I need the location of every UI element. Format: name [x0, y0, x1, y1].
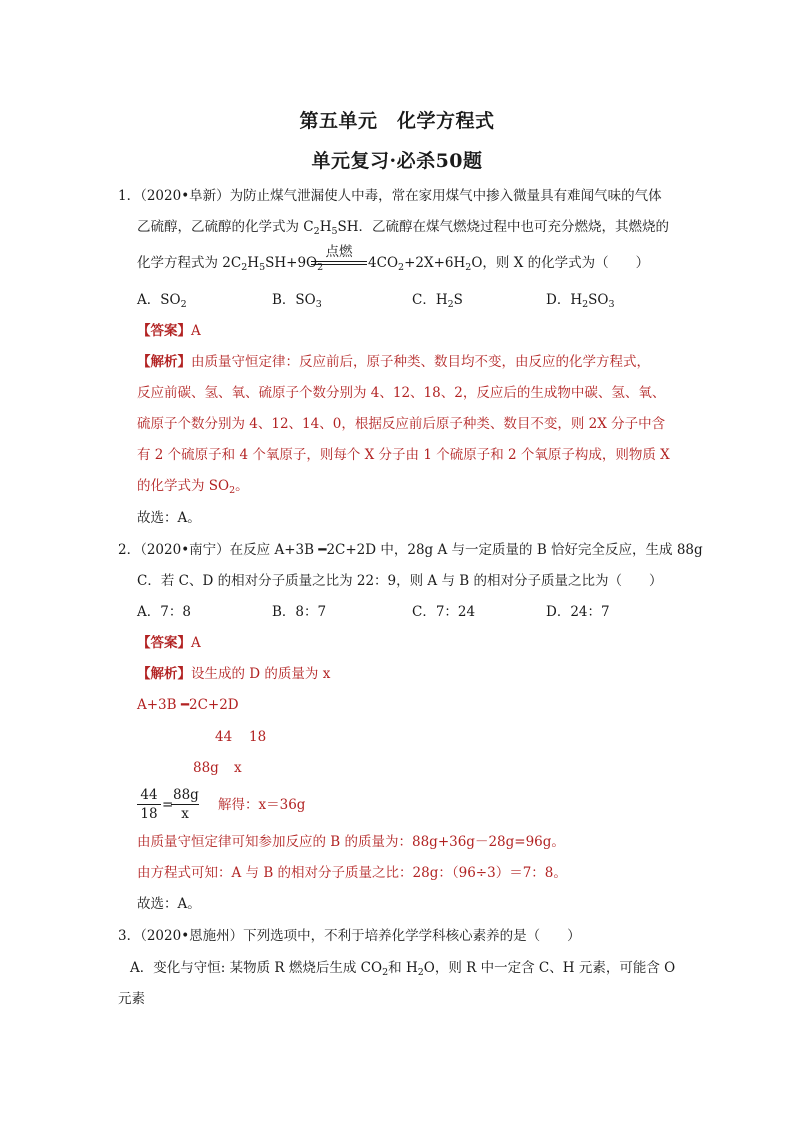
- q2-stem-line1: 2．（2020•南宁）在反应 A+3B ━2C+2D 中，28g A 与一定质量的 B 恰好完全反应，生成 88g: [118, 542, 703, 558]
- q2-option-c: C．7：24: [412, 604, 476, 620]
- answer-label: 【答案】: [137, 323, 191, 339]
- q2-analysis-line1: [137, 664, 330, 684]
- q1-choose: 故选：A。: [137, 510, 201, 526]
- q2-ratio-ab: 由方程式可知：A 与 B 的相对分子质量之比：28g：（96÷3）＝7：8。: [137, 865, 567, 881]
- q1-analysis-line1: [137, 352, 650, 372]
- q2-mass-value-d: x: [234, 760, 242, 776]
- page-title: 第五单元 化学方程式: [299, 110, 495, 132]
- q2-fraction-left: [137, 786, 161, 823]
- q3-option-a-line2: 元素: [118, 991, 145, 1007]
- q2-ratio-value-d: 18: [249, 729, 267, 745]
- q1-answer: [137, 321, 201, 341]
- q1-stem-line1: 1．（2020•阜新）为防止煤气泄漏使人中毒，常在家用煤气中掺入微量具有难闻气味的气体: [118, 188, 662, 204]
- analysis-label: 【解析】: [137, 354, 191, 370]
- answer-label: 【答案】: [137, 635, 191, 651]
- analysis-text: 由质量守恒定律：反应前后，原子种类、数目均不变，由反应的化学方程式，: [191, 354, 650, 370]
- q2-option-a: A．7：8: [137, 604, 191, 620]
- q1-stem-line3a: 化学方程式为 $2C_2H_5SH+9O_2$: [137, 255, 324, 273]
- q2-option-d: D．24：7: [546, 604, 610, 620]
- q3-stem-line1: 3．（2020•恩施州）下列选项中，不利于培养化学学科核心素养的是（ ）: [118, 928, 581, 944]
- q1-stem-line2: 乙硫醇，乙硫醇的化学式为 $C_2H_5SH$．乙硫醇在煤气燃烧过程中也可充分燃烧，其燃烧的: [137, 219, 670, 237]
- fraction-numerator: 44: [137, 786, 161, 805]
- q2-choose: 故选：A。: [137, 896, 201, 912]
- q1-option-c: C．$H_2S$: [412, 292, 463, 310]
- q1-analysis-line2: 反应前碳、氢、氧、硫原子个数分别为 4、12、18、2，反应后的生成物中碳、氢、氧、: [137, 385, 666, 401]
- fraction-numerator: 88g: [173, 787, 199, 803]
- equals-bar: [311, 261, 367, 265]
- q2-fraction-equals: =: [162, 797, 174, 813]
- q2-equation: A+3B ━2C+2D: [137, 697, 239, 713]
- q1-analysis-line5: 的化学式为 $SO_2$。: [137, 478, 249, 496]
- q2-mass-b: 由质量守恒定律可知参加反应的 B 的质量为：88g+36g－28g=96g。: [137, 834, 565, 850]
- q2-ratio-value-c: 44: [215, 729, 233, 745]
- analysis-label: 【解析】: [137, 666, 191, 682]
- page-subtitle: 单元复习·必杀50题: [311, 150, 483, 172]
- q1-option-d: D．$H_2SO_3$: [546, 292, 615, 310]
- q1-option-b: B．$SO_3$: [272, 292, 322, 310]
- q2-option-b: B．8：7: [272, 604, 327, 620]
- q2-answer: [137, 633, 201, 653]
- answer-value: A: [191, 323, 201, 339]
- q1-reaction-condition: [311, 240, 367, 265]
- answer-value: A: [191, 635, 201, 651]
- fraction-denominator: 18: [140, 806, 158, 822]
- q2-fraction-right: [171, 786, 199, 823]
- q2-solve: 解得：x＝36g: [218, 797, 306, 813]
- q1-analysis-line4: 有 2 个硫原子和 4 个氧原子，则每个 X 分子由 1 个硫原子和 2 个氧原子构成，则物质 X: [137, 447, 670, 463]
- q2-mass-value-c: 88g: [193, 760, 219, 776]
- q1-option-a: A．$SO_2$: [137, 292, 187, 310]
- analysis-text: 设生成的 D 的质量为 x: [191, 666, 331, 682]
- q2-stem-line2: C．若 C、D 的相对分子质量之比为 22：9，则 A 与 B 的相对分子质量之比为（ ）: [137, 573, 663, 589]
- q1-stem-line3b: $4CO_2+2X+6H_2O$，则 X 的化学式为（ ）: [368, 255, 650, 273]
- q3-option-a-line1: A．变化与守恒: 某物质 R 燃烧后生成 $CO_2$和 $H_2O$，则 R 中一定含 C、H 元素，可能含 O: [130, 960, 676, 978]
- q1-analysis-line3: 硫原子个数分别为 4、12、14、0，根据反应前后原子种类、数目不变，则 2X 分子中含: [137, 416, 666, 432]
- fraction-denominator: x: [181, 806, 189, 822]
- ignite-label: 点燃: [325, 244, 353, 260]
